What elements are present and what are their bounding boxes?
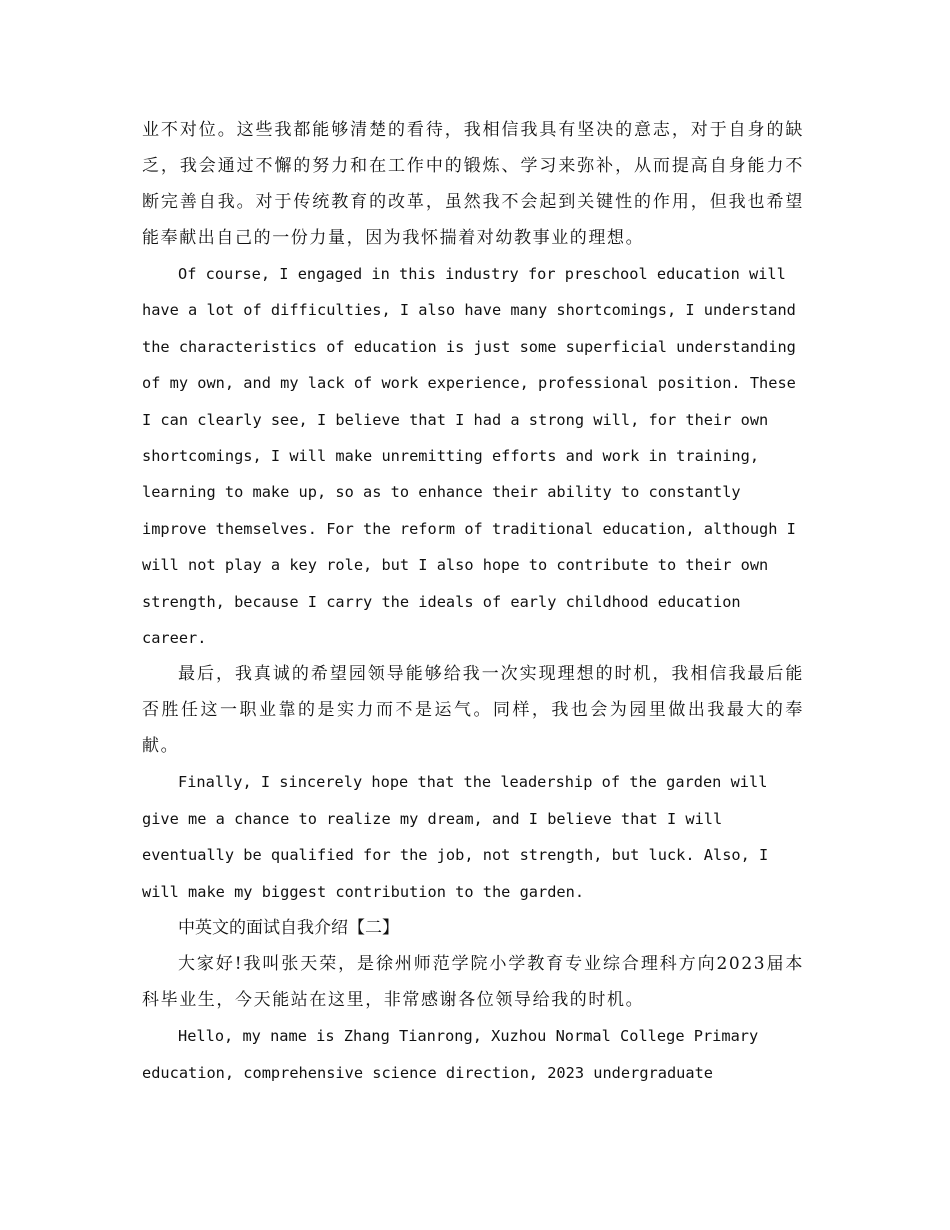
paragraph-en-1: Of course, I engaged in this industry for preschool education will have a lot of difficulties, I also have many shortcomings, I understand the characteristics of education is just some superficial understanding of my own, and my lack of work experience, professional position. These I can clearly see, I believe that I had a strong will, for their own shortcomings, I will make unremitting efforts and work in training, learning to make up, so as to enhance their ability to constantly improve themselves. For the reform of traditional education, although I will not play a key role, but I also hope to contribute to their own strength, because I carry the ideals of early childhood education career. [142,265,796,648]
document-page [142,112,804,1091]
paragraph-en-2: Finally, I sincerely hope that the leadership of the garden will give me a chance to realize my dream, and I believe that I will eventually be qualified for the job, not strength, but luck. Also, I will make my biggest contribution to the garden. [142,773,769,901]
paragraph-cn-1: 业不对位。这些我都能够清楚的看待，我相信我具有坚决的意志，对于自身的缺乏，我会通过不懈的努力和在工作中的锻炼、学习来弥补，从而提高自身能力不断完善自我。对于传统教育的改革，虽然我不会起到关键性的作用，但我也希望能奉献出自己的一份力量，因为我怀揣着对幼教事业的理想。 [142,120,804,248]
paragraph-cn-3: 大家好!我叫张天荣，是徐州师范学院小学教育专业综合理科方向2023届本科毕业生，今天能站在这里，非常感谢各位领导给我的时机。 [142,954,804,1011]
paragraph-en-3: Hello, my name is Zhang Tianrong, Xuzhou Normal College Primary education, comprehensive science direction, 2023 undergraduate [142,1027,759,1082]
paragraph-cn-2: 最后，我真诚的希望园领导能够给我一次实现理想的时机，我相信我最后能否胜任这一职业靠的是实力而不是运气。同样，我也会为园里做出我最大的奉献。 [142,664,804,757]
section-heading: 中英文的面试自我介绍【二】 [178,918,399,939]
